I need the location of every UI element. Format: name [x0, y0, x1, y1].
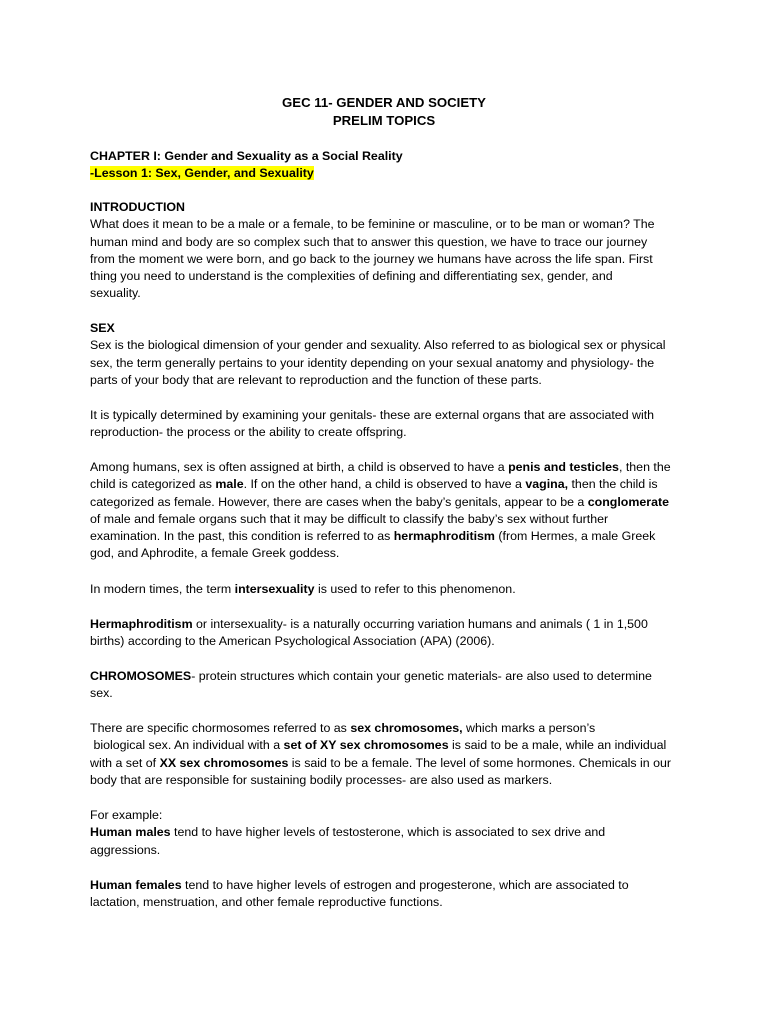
sex-p9-line: Human females tend to have higher levels of estrogen and progesterone, which are associated to — [90, 878, 629, 892]
intro-line: human mind and body are so complex such that to answer this question, we have to trace our journey — [90, 234, 648, 249]
sex-p5-line: Hermaphroditism or intersexuality- is a naturally occurring variation humans and animals ( 1 in 1,500 — [90, 617, 648, 631]
lesson-highlight: -Lesson 1: Sex, Gender, and Sexuality — [90, 166, 314, 181]
sex-p1-line: sex, the term generally pertains to your identity depending on your sexual anatomy and physiology- the — [90, 355, 655, 370]
sex-p9-line: lactation, menstruation, and other female reproductive functions. — [90, 895, 443, 910]
intro-line: from the moment we were born, and go back to the journey we humans have across the life span. First — [90, 251, 653, 266]
sex-paragraph-8 — [90, 807, 682, 859]
document-subtitle: PRELIM TOPICS — [332, 113, 436, 128]
sex-p7-line: body that are responsible for sustaining bodily processes- are also used as markers. — [90, 772, 553, 787]
intro-line: What does it mean to be a male or a female, to be feminine or masculine, or to be man or woman? The — [90, 217, 655, 232]
sex-p3-line: god, and Aphrodite, a female Greek goddess. — [90, 546, 340, 561]
intro-line: thing you need to understand is the complexities of defining and differentiating sex, gender, and — [90, 269, 613, 284]
sex-heading: SEX — [90, 321, 115, 335]
sex-paragraph-9 — [90, 877, 682, 912]
introduction-heading: INTRODUCTION — [90, 200, 185, 214]
intro-line: sexuality. — [90, 286, 141, 301]
document-title: GEC 11- GENDER AND SOCIETY — [282, 95, 486, 110]
sex-p7-line: with a set of XX sex chromosomes is said to be a female. The level of some hormones. Chemicals in our — [90, 755, 672, 770]
chapter-section — [90, 148, 682, 183]
sex-section — [90, 320, 682, 389]
sex-paragraph-3 — [90, 459, 682, 563]
sex-p8-line: For example: — [90, 808, 163, 822]
sex-p3-line: of male and female organs such that it may be difficult to classify the baby’s sex without further — [90, 511, 609, 526]
sex-p7-line: biological sex. An individual with a set of XY sex chromosomes is said to be a male, while an individual — [90, 738, 667, 753]
sex-p3-line: examination. In the past, this condition is referred to as hermaphroditism (from Hermes, a male Greek — [90, 529, 656, 544]
sex-p4-line: In modern times, the term intersexuality is used to refer to this phenomenon. — [90, 582, 516, 596]
sex-p7-line: There are specific chormosomes referred to as sex chromosomes, which marks a person’s — [90, 721, 596, 735]
sex-p3-line: categorized as female. However, there are cases when the baby’s genitals, appear to be a conglomerate — [90, 494, 670, 509]
sex-paragraph-7 — [90, 720, 682, 789]
sex-paragraph-5 — [90, 616, 682, 651]
sex-p2-line: It is typically determined by examining your genitals- these are external organs that are associated with — [90, 408, 655, 422]
introduction-section — [90, 199, 682, 303]
sex-paragraph-4 — [90, 581, 682, 598]
sex-p8-line: aggressions. — [90, 842, 161, 857]
sex-paragraph-2 — [90, 407, 682, 442]
sex-p3-line: Among humans, sex is often assigned at birth, a child is observed to have a penis and testicles, then the — [90, 460, 671, 474]
sex-p6-line: sex. — [90, 686, 113, 701]
lesson-heading — [90, 165, 682, 182]
sex-p5-line: births) according to the American Psychological Association (APA) (2006). — [90, 634, 495, 649]
sex-p1-line: parts of your body that are relevant to reproduction and the function of these parts. — [90, 372, 542, 387]
sex-p2-line: reproduction- the process or the ability to create offspring. — [90, 425, 407, 440]
sex-p3-line: child is categorized as male. If on the other hand, a child is observed to have a vagina, then the child is — [90, 477, 658, 492]
sex-p6-line: CHROMOSOMES- protein structures which contain your genetic materials- are also used to determine — [90, 669, 652, 683]
sex-p1-line: Sex is the biological dimension of your gender and sexuality. Also referred to as biological sex or physical — [90, 338, 666, 353]
sex-p8-line: Human males tend to have higher levels of testosterone, which is associated to sex drive and — [90, 825, 606, 840]
sex-paragraph-6 — [90, 668, 682, 703]
chapter-heading: CHAPTER I: Gender and Sexuality as a Social Reality — [90, 149, 403, 163]
